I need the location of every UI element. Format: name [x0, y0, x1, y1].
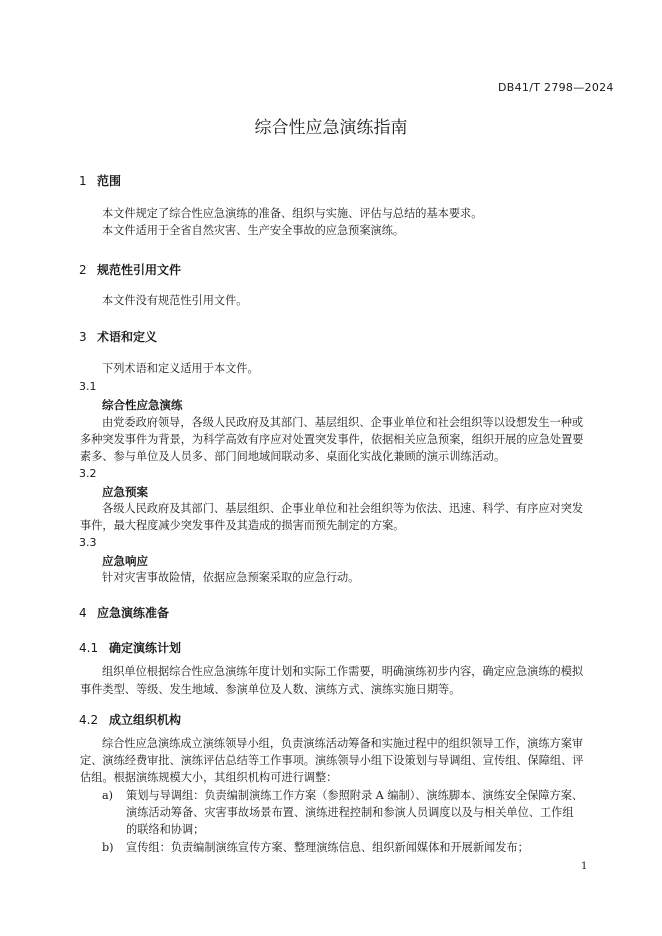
term-number: 3.2 [79, 467, 97, 480]
list-item-label: b) [102, 841, 114, 854]
section-4-1-line: 组织单位根据综合性应急演练年度计划和实际工作需要，明确演练初步内容，确定应急演练的模拟 [102, 665, 584, 678]
section-1-heading [79, 172, 121, 189]
section-4-2-line: 综合性应急演练成立演练领导小组，负责演练活动筹备和实施过程中的组织领导工作，演练方案审 [102, 737, 584, 750]
section-4-1-number: 4.1 [79, 641, 99, 655]
section-4-2-number: 4.2 [79, 713, 99, 727]
list-item-label: a) [102, 789, 114, 802]
section-4-title: 应急演练准备 [97, 606, 170, 620]
term-definition-line: 事件，最大程度减少突发事件及其造成的损害而预先制定的方案。 [80, 519, 405, 532]
section-3-title: 术语和定义 [97, 330, 158, 344]
standard-number: DB41/T 2798—2024 [498, 81, 614, 94]
list-item-line: 的联络和协调； [126, 823, 205, 836]
section-3-intro: 下列术语和定义适用于本文件。 [102, 362, 259, 375]
section-4-number: 4 [79, 606, 87, 620]
section-4-1-heading [79, 639, 181, 656]
section-4-2-title: 成立组织机构 [109, 713, 182, 727]
section-2-para-1: 本文件没有规范性引用文件。 [102, 294, 248, 307]
section-4-1-line: 事件类型、等级、发生地域、参演单位及人数、演练方式、演练实施日期等。 [80, 683, 461, 696]
term-definition-line: 素多、参与单位及人员多、部门间地域间联动多、桌面化实战化兼顾的演示训练活动。 [80, 450, 506, 463]
section-4-2-line: 定、演练经费审批、演练评估总结等工作事项。演练领导小组下设策划与导调组、宣传组、保障组、评 [80, 754, 584, 767]
term-title: 应急预案 [102, 485, 148, 499]
list-item-line: 演练活动筹备、灾害事故场景布置、演练进程控制和参演人员调度以及与相关单位、工作组 [126, 806, 574, 819]
term-definition-line: 各级人民政府及其部门、基层组织、企事业单位和社会组织等为依法、迅速、科学、有序应对突发 [102, 502, 584, 515]
section-3-number: 3 [79, 330, 87, 344]
section-2-title: 规范性引用文件 [97, 263, 182, 277]
page-number: 1 [581, 861, 588, 872]
term-definition-line: 多种突发事件为背景，为科学高效有序应对处置突发事件，依据相关应急预案，组织开展的应急处置要 [80, 433, 584, 446]
section-4-1-title: 确定演练计划 [109, 641, 182, 655]
section-2-number: 2 [79, 263, 87, 277]
term-definition-line: 由党委政府领导，各级人民政府及其部门、基层组织、企事业单位和社会组织等以设想发生一种或 [102, 416, 584, 429]
section-4-heading [79, 604, 169, 621]
list-item-line: 策划与导调组：负责编制演练工作方案（参照附录 A 编制）、演练脚本、演练安全保障方案、 [126, 789, 584, 802]
section-1-para-1: 本文件规定了综合性应急演练的准备、组织与实施、评估与总结的基本要求。 [102, 207, 483, 220]
section-4-2-line: 估组。根据演练规模大小，其组织机构可进行调整： [80, 771, 338, 784]
section-1-number: 1 [79, 174, 87, 188]
term-number: 3.3 [79, 536, 97, 549]
section-4-2-heading [79, 711, 181, 728]
section-2-heading [79, 261, 181, 278]
section-1-para-2: 本文件适用于全省自然灾害、生产安全事故的应急预案演练。 [102, 224, 405, 237]
section-3-heading [79, 328, 157, 345]
document-title: 综合性应急演练指南 [254, 118, 408, 138]
section-1-title: 范围 [97, 174, 122, 188]
list-item-line: 宣传组：负责编制演练宣传方案、整理演练信息、组织新闻媒体和开展新闻发布； [126, 841, 529, 854]
term-title: 综合性应急演练 [102, 398, 183, 412]
term-number: 3.1 [79, 380, 97, 393]
term-title: 应急响应 [102, 554, 148, 568]
term-definition-line: 针对灾害事故险情，依据应急预案采取的应急行动。 [102, 571, 360, 584]
